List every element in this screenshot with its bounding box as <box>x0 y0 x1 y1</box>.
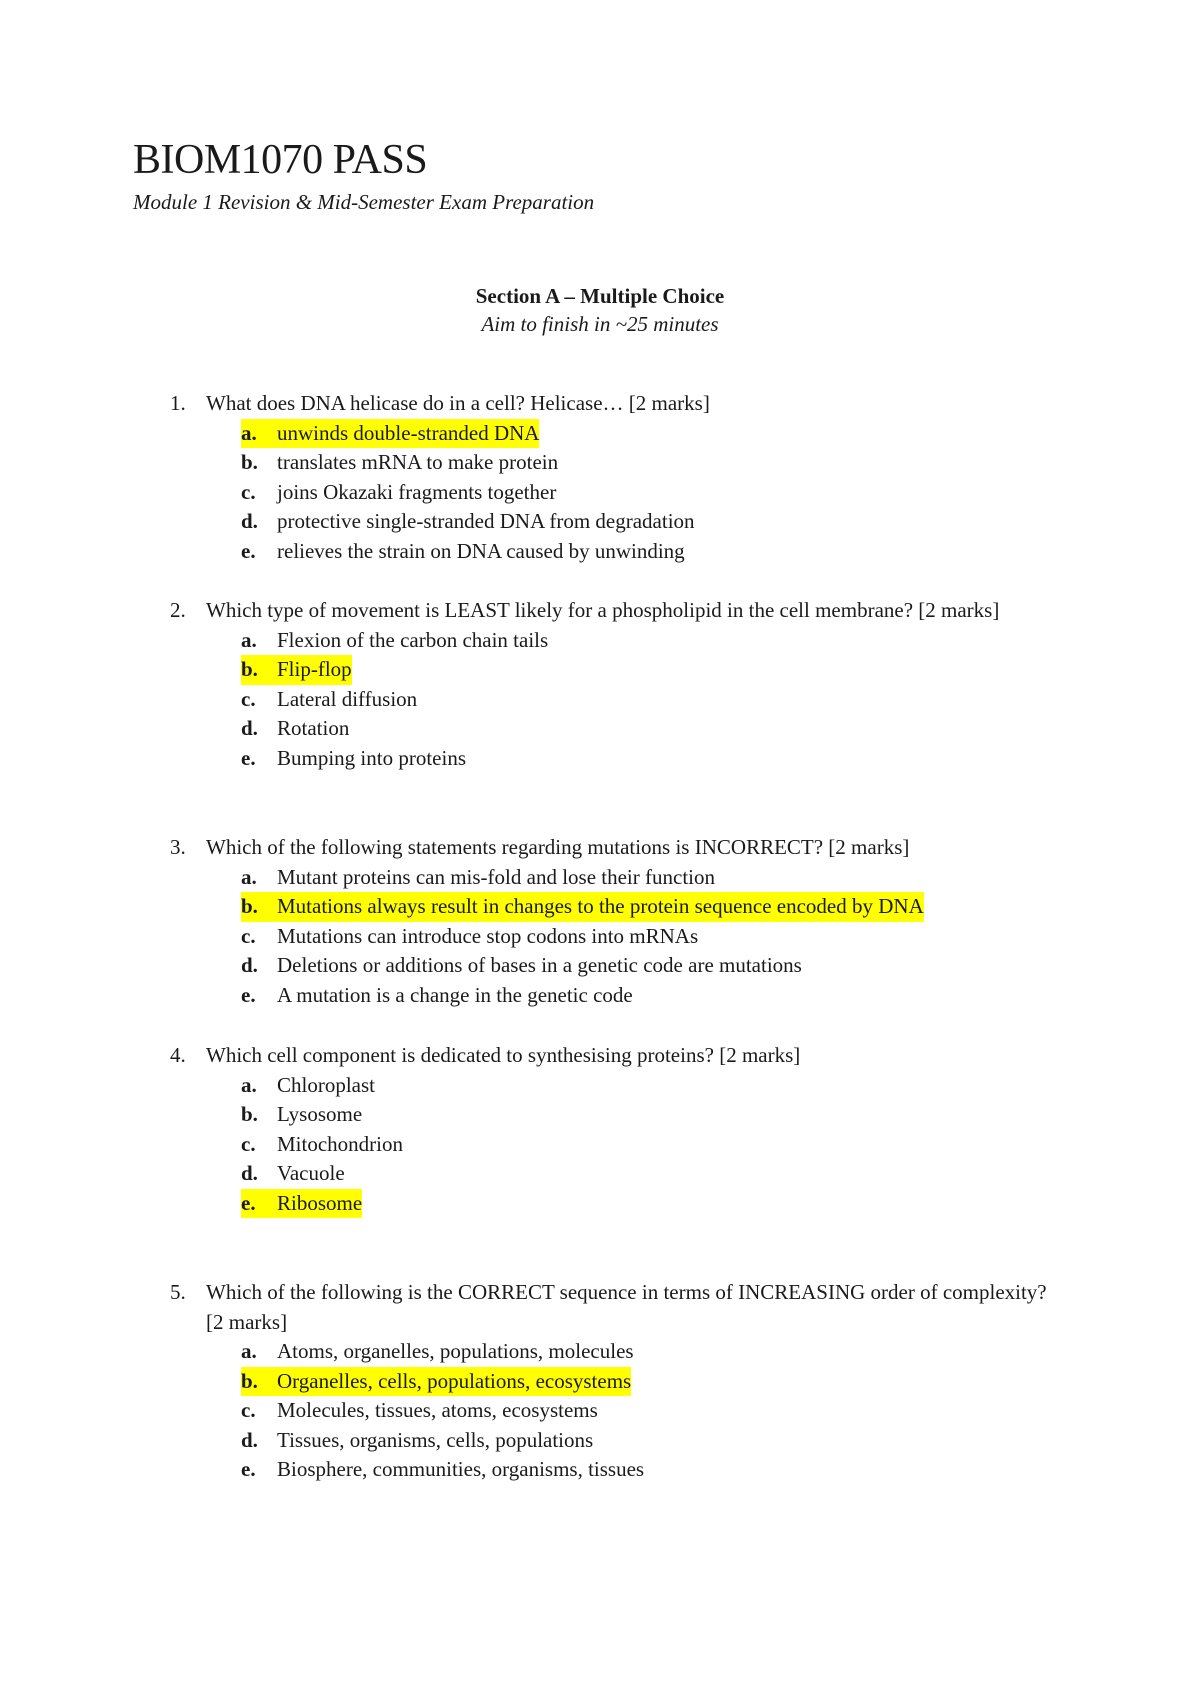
option-letter: b. <box>241 1368 258 1393</box>
option-letter: d. <box>241 716 258 740</box>
option-text: Chloroplast <box>277 1072 375 1097</box>
answer-option <box>0 1100 1200 1130</box>
option-letter: c. <box>241 479 256 504</box>
question-number: 2. <box>170 598 186 622</box>
answer-option <box>0 1071 1200 1101</box>
question-number: 4. <box>170 1043 186 1067</box>
option-text: Organelles, cells, populations, ecosystems <box>277 1368 632 1393</box>
option-letter: a. <box>241 1339 257 1363</box>
question-text: Which cell component is dedicated to synthesising proteins? [2 marks] <box>206 1043 801 1067</box>
answer-option <box>0 626 1200 656</box>
option-text: Molecules, tissues, atoms, ecosystems <box>277 1398 598 1422</box>
question-1 <box>0 389 1200 566</box>
option-letter: c. <box>241 686 256 711</box>
answer-options <box>0 1071 1200 1219</box>
question-5 <box>0 1278 1200 1485</box>
option-letter: b. <box>241 657 258 681</box>
option-text: Ribosome <box>277 1190 363 1215</box>
question-stem <box>0 833 1200 863</box>
answer-option <box>0 744 1200 774</box>
answer-option <box>0 892 1200 922</box>
highlighted-answer <box>241 419 539 449</box>
option-text: protective single-stranded DNA from degradation <box>277 509 695 533</box>
option-letter: b. <box>241 894 258 918</box>
highlighted-answer <box>241 892 924 922</box>
question-text: Which of the following statements regarding mutations is INCORRECT? [2 marks] <box>206 835 910 859</box>
option-letter: a. <box>241 1072 257 1097</box>
option-letter: c. <box>241 1131 256 1156</box>
answer-option <box>0 1130 1200 1160</box>
answer-option <box>0 419 1200 449</box>
answer-options <box>0 863 1200 1011</box>
question-text: Which of the following is the CORRECT sequence in terms of INCREASING order of complexity? [2 marks] <box>206 1280 1047 1334</box>
answer-option <box>0 685 1200 715</box>
document-subtitle: Module 1 Revision & Mid-Semester Exam Preparation <box>133 190 595 214</box>
highlighted-answer <box>241 1367 631 1397</box>
question-stem <box>0 1041 1200 1071</box>
option-text: translates mRNA to make protein <box>277 450 559 474</box>
option-text: Deletions or additions of bases in a genetic code are mutations <box>277 953 802 977</box>
answer-option <box>0 1367 1200 1397</box>
highlighted-answer <box>241 655 352 685</box>
option-letter: a. <box>241 420 257 445</box>
option-letter: b. <box>241 450 258 474</box>
option-text: Atoms, organelles, populations, molecules <box>277 1339 634 1363</box>
option-text: Mutant proteins can mis-fold and lose their function <box>277 864 715 889</box>
answer-option <box>0 478 1200 508</box>
answer-option <box>0 1159 1200 1189</box>
question-3 <box>0 833 1200 1010</box>
answer-option <box>0 1396 1200 1426</box>
answer-options <box>0 626 1200 774</box>
question-2 <box>0 596 1200 773</box>
section-note: Aim to finish in ~25 minutes <box>481 312 719 336</box>
option-letter: e. <box>241 745 256 770</box>
document-title: BIOM1070 PASS <box>133 137 428 183</box>
answer-option <box>0 714 1200 744</box>
option-text: Mutations can introduce stop codons into mRNAs <box>277 923 699 948</box>
option-letter: b. <box>241 1102 258 1126</box>
option-text: A mutation is a change in the genetic code <box>277 982 633 1007</box>
option-text: Vacuole <box>277 1161 345 1185</box>
option-letter: e. <box>241 1190 256 1215</box>
answer-option <box>0 1426 1200 1456</box>
option-text: Bumping into proteins <box>277 745 466 770</box>
answer-option <box>0 1189 1200 1219</box>
option-text: unwinds double-stranded DNA <box>277 420 540 445</box>
option-text: joins Okazaki fragments together <box>277 479 557 504</box>
question-stem <box>0 1278 1200 1337</box>
answer-option <box>0 655 1200 685</box>
option-text: Mutations always result in changes to the protein sequence encoded by DNA <box>277 894 924 918</box>
option-text: Lateral diffusion <box>277 686 418 711</box>
option-text: Biosphere, communities, organisms, tissues <box>277 1457 645 1481</box>
option-letter: d. <box>241 1161 258 1185</box>
option-letter: d. <box>241 509 258 533</box>
option-letter: a. <box>241 627 257 652</box>
option-letter: a. <box>241 864 257 889</box>
answer-option <box>0 507 1200 537</box>
option-letter: c. <box>241 1398 256 1422</box>
option-text: relieves the strain on DNA caused by unwinding <box>277 538 685 563</box>
option-letter: e. <box>241 538 256 563</box>
answer-option <box>0 922 1200 952</box>
question-stem <box>0 596 1200 626</box>
answer-option <box>0 537 1200 567</box>
option-text: Rotation <box>277 716 350 740</box>
option-text: Tissues, organisms, cells, populations <box>277 1427 594 1452</box>
answer-option <box>0 981 1200 1011</box>
highlighted-answer <box>241 1189 362 1219</box>
question-text: Which type of movement is LEAST likely for a phospholipid in the cell membrane? [2 marks] <box>206 598 1000 622</box>
option-text: Flexion of the carbon chain tails <box>277 627 549 652</box>
option-letter: d. <box>241 1427 258 1452</box>
question-number: 3. <box>170 835 186 859</box>
option-text: Lysosome <box>277 1102 363 1126</box>
option-text: Mitochondrion <box>277 1131 403 1156</box>
section-heading: Section A – Multiple Choice <box>475 284 725 308</box>
question-number: 5. <box>170 1280 186 1304</box>
answer-option <box>0 1455 1200 1485</box>
option-text: Flip-flop <box>277 657 352 681</box>
answer-option <box>0 863 1200 893</box>
option-letter: c. <box>241 923 256 948</box>
answer-options <box>0 419 1200 567</box>
answer-option <box>0 951 1200 981</box>
question-text: What does DNA helicase do in a cell? Helicase… [2 marks] <box>206 391 710 415</box>
answer-option <box>0 1337 1200 1367</box>
option-letter: e. <box>241 982 256 1007</box>
option-letter: d. <box>241 953 258 977</box>
question-stem <box>0 389 1200 419</box>
option-letter: e. <box>241 1457 256 1481</box>
answer-option <box>0 448 1200 478</box>
question-4 <box>0 1041 1200 1218</box>
question-number: 1. <box>170 391 186 415</box>
answer-options <box>0 1337 1200 1485</box>
